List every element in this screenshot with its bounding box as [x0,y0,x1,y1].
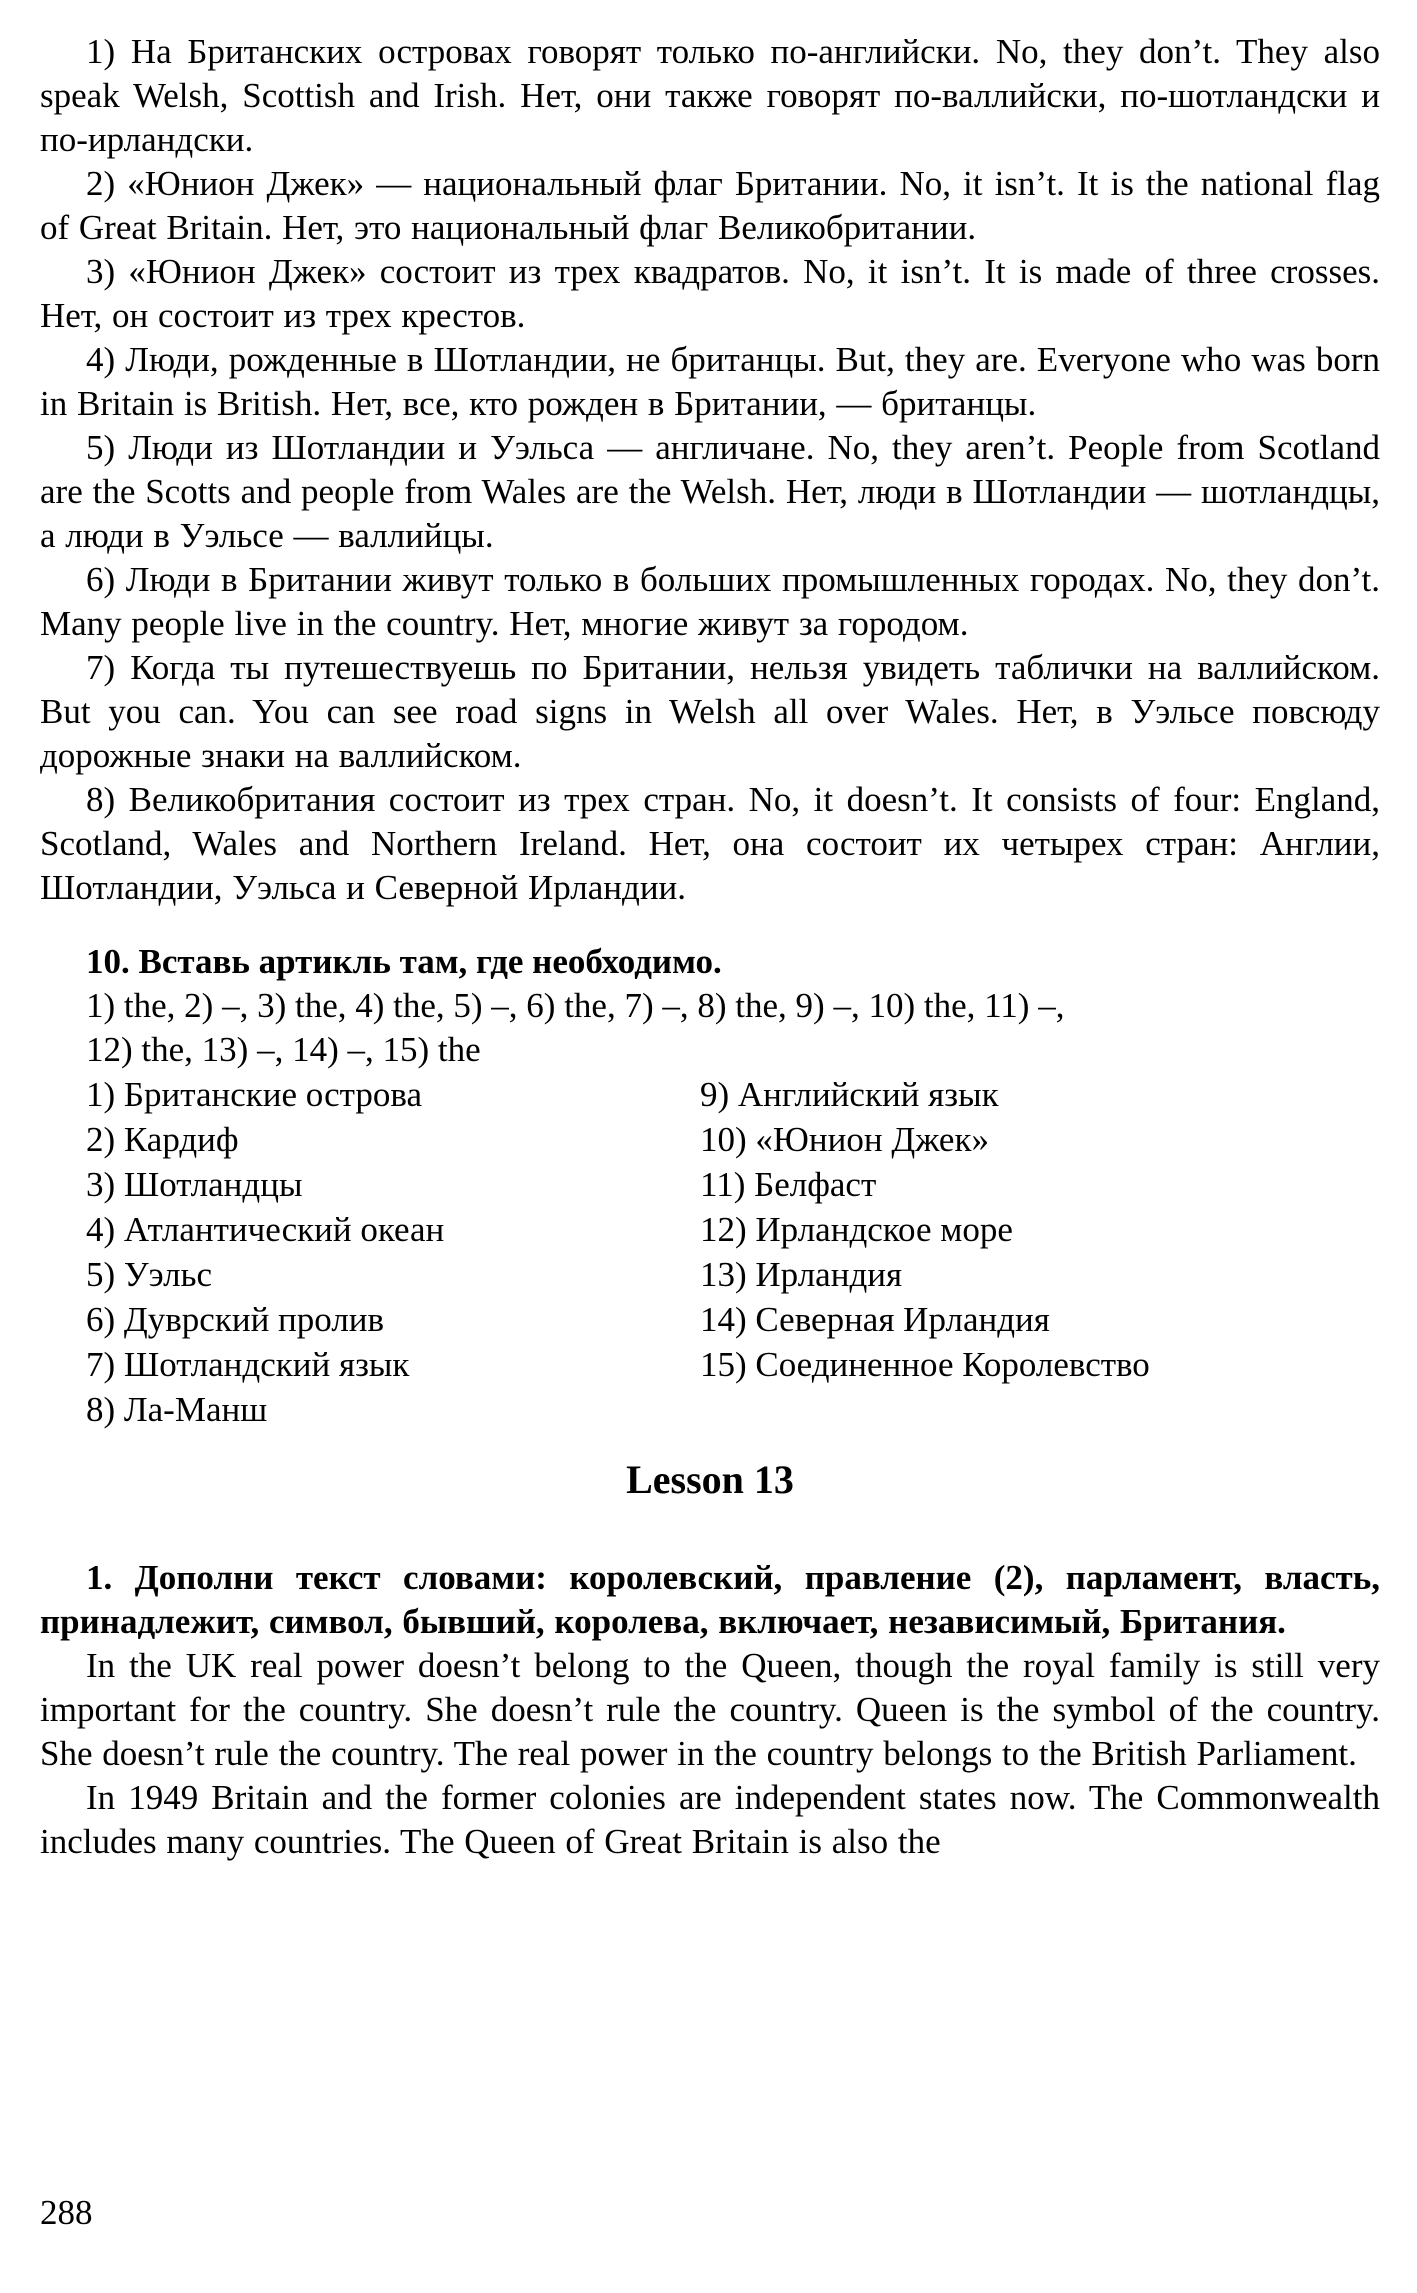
list-item: 2) Кардиф [86,1120,239,1159]
vocabulary-left-column [86,1072,700,1432]
answer-paragraph-7: 7) Когда ты путешествуешь по Британии, нельзя увидеть таблички на валлийском. But you can. You can see road signs in Welsh all over Wales. Нет, в Уэльсе повсюду дорожные знаки на валлийском. [40,648,1380,775]
list-item: 14) Северная Ирландия [700,1300,1050,1339]
list-item: 15) Соединенное Королевство [700,1345,1150,1384]
answer-paragraph-8: 8) Великобритания состоит из трех стран. No, it doesn’t. It consists of four: England, Scotland, Wales and Northern Ireland. Нет, она состоит их четырех стран: Англии, Шотландии, Уэльса и Северной Ирландии. [40,780,1380,907]
list-item: 11) Белфаст [700,1165,877,1204]
lesson-13-paragraph-2: In 1949 Britain and the former colonies are independent states now. The Commonwealth includes many countries. The Queen of Great Britain is also the [40,1778,1380,1861]
answer-paragraph-5: 5) Люди из Шотландии и Уэльса — англичане. No, they aren’t. People from Scotland are the Scotts and people from Wales are the Welsh. Нет, люди в Шотландии — шотландцы, а люди в Уэльсе — валлийцы. [40,428,1380,555]
lesson-13-section [40,1556,1380,1864]
list-item: 6) Дуврский пролив [86,1300,385,1339]
answer-paragraph-1: 1) На Британских островах говорят только по-английски. No, they don’t. They also speak Welsh, Scottish and Irish. Нет, они также говорят по-валлийски, по-шотландски и по-ирландски. [40,32,1380,159]
lesson-13-heading: Lesson 13 [626,1457,794,1502]
answers-section [40,30,1380,910]
list-item: 12) Ирландское море [700,1210,1013,1249]
list-item: 3) Шотландцы [86,1165,303,1204]
vocabulary-right-column [700,1072,1380,1432]
list-item: 7) Шотландский язык [86,1345,410,1384]
vocabulary-two-column-list [86,1072,1380,1432]
answer-paragraph-6: 6) Люди в Британии живут только в больших промышленных городах. No, they don’t. Many people live in the country. Нет, многие живут за городом. [40,560,1380,643]
answer-paragraph-4: 4) Люди, рожденные в Шотландии, не британцы. But, they are. Everyone who was born in Britain is British. Нет, все, кто рожден в Британии, — британцы. [40,340,1380,423]
list-item: 1) Британские острова [86,1075,423,1114]
answer-paragraph-3: 3) «Юнион Джек» состоит из трех квадратов. No, it isn’t. It is made of three crosses. Нет, он состоит из трех крестов. [40,252,1380,335]
exercise-10-answers-line-2: 12) the, 13) –, 14) –, 15) the [86,1030,481,1069]
page-number: 288 [40,2193,93,2232]
answer-paragraph-2: 2) «Юнион Джек» — национальный флаг Британии. No, it isn’t. It is the national flag of Great Britain. Нет, это национальный флаг Великобритании. [40,164,1380,247]
exercise-10-answers-line-1: 1) the, 2) –, 3) the, 4) the, 5) –, 6) the, 7) –, 8) the, 9) –, 10) the, 11) –, [86,986,1065,1025]
list-item: 5) Уэльс [86,1255,213,1294]
exercise-1-heading: 1. Дополни текст словами: королевский, правление (2), парламент, власть, принадлежит, символ, бывший, королева, включает, независимый, Британия. [40,1558,1380,1641]
list-item: 8) Ла-Манш [86,1390,268,1429]
list-item: 9) Английский язык [700,1075,999,1114]
exercise-10-section [86,940,1380,1072]
lesson-13-paragraph-1: In the UK real power doesn’t belong to the Queen, though the royal family is still very important for the country. She doesn’t rule the country. Queen is the symbol of the country. She doesn’t rule the country. The real power in the country belongs to the British Parliament. [40,1646,1380,1773]
exercise-10-heading: 10. Вставь артикль там, где необходимо. [86,942,722,981]
list-item: 13) Ирландия [700,1255,903,1294]
list-item: 4) Атлантический океан [86,1210,445,1249]
list-item: 10) «Юнион Джек» [700,1120,989,1159]
